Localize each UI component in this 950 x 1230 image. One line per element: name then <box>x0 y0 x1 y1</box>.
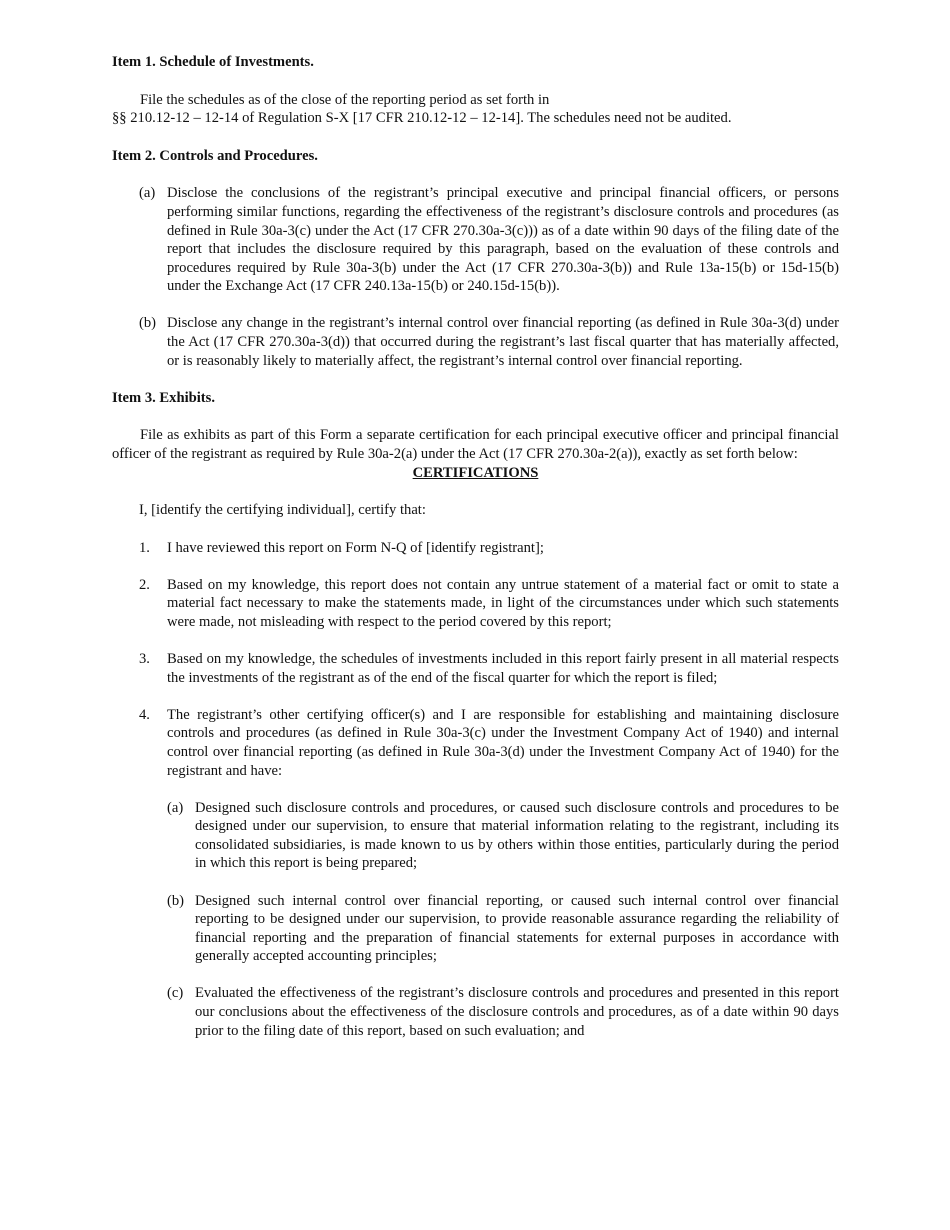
certification-subitem-c-text: Evaluated the effectiveness of the registrant’s disclosure controls and procedures and presented in this report our conclusions about the effectiveness of the disclosure controls and procedures, as of a date within 90 days prior to the filing date of this report, based on such evaluation; and <box>195 985 839 1039</box>
certification-item-1-label: 1. <box>139 539 150 556</box>
document-page <box>112 53 839 1059</box>
item2-paragraph-b <box>139 314 839 370</box>
item1-text <box>112 91 839 128</box>
certification-subitem-b <box>167 892 839 966</box>
certification-item-4 <box>139 706 839 780</box>
item1-heading: Item 1. Schedule of Investments. <box>112 54 314 70</box>
item2-paragraph-a-text: Disclose the conclusions of the registrant’s principal executive and principal financial officers, or persons performing similar functions, regarding the effectiveness of the registrant’s disclosure controls and procedures (as defined in Rule 30a-3(c) under the Act (17 CFR 270.30a-3(c))) as of a date within 90 days of the filing date of the report that includes the disclosure required by this paragraph, based on the evaluation of these controls and procedures required by Rule 30a-3(b) under the Act (17 CFR 270.30a-3(b)) and Rule 13a-15(b) or 15d-15(b) under the Exchange Act (17 CFR 240.13a-15(b) or 240.15d-15(b)). <box>167 185 839 295</box>
certification-subitem-b-text: Designed such internal control over financial reporting, or caused such internal control over financial reporting to be designed under our supervision, to provide reasonable assurance regarding the reliability of financial reporting and the preparation of financial statements for external purposes in accordance with generally accepted accounting principles; <box>195 892 839 965</box>
item1-text-line2: §§ 210.12-12 – 12-14 of Regulation S-X [17 CFR 210.12-12 – 12-14]. The schedules need not be audited. <box>112 110 732 127</box>
certification-item-4-text: The registrant’s other certifying officer(s) and I are responsible for establishing and maintaining disclosure controls and procedures (as defined in Rule 30a-3(c) under the Investment Company Act of 1940) and internal control over financial reporting (as defined in Rule 30a-3(d) under the Investment Company Act of 1940) for the registrant and have: <box>167 706 839 779</box>
item2-paragraph-a <box>139 184 839 296</box>
certification-subitem-c-label: (c) <box>167 985 184 1002</box>
certification-item-3 <box>139 650 839 687</box>
certification-item-1-text: I have reviewed this report on Form N-Q of [identify registrant]; <box>167 539 544 556</box>
certification-item-1 <box>139 539 839 558</box>
certifications-intro: I, [identify the certifying individual], certify that: <box>139 502 426 519</box>
certification-item-3-label: 3. <box>139 651 150 668</box>
certification-subitem-a <box>167 799 839 873</box>
certification-item-2-text: Based on my knowledge, this report does not contain any untrue statement of a material fact or omit to state a material fact necessary to make the statements made, in light of the circumstances under which such statements were made, not misleading with respect to the period covered by this report; <box>167 576 839 630</box>
item1-text-line1: File the schedules as of the close of the reporting period as set forth in <box>140 91 550 108</box>
item2-paragraph-b-label: (b) <box>139 315 157 332</box>
item2-heading: Item 2. Controls and Procedures. <box>112 147 318 164</box>
certification-item-2-label: 2. <box>139 576 150 593</box>
certification-item-4-label: 4. <box>139 706 150 723</box>
certification-subitem-b-label: (b) <box>167 892 185 909</box>
certification-subitem-c <box>167 984 839 1040</box>
item2-paragraph-a-label: (a) <box>139 185 156 202</box>
item2-paragraph-b-text: Disclose any change in the registrant’s internal control over financial reporting (as defined in Rule 30a-3(d) under the Act (17 CFR 270.30a-3(d)) that occurred during the registrant’s last fiscal quarter that has materially affected, or is reasonably likely to materially affect, the registrant’s internal control over financial reporting. <box>167 315 839 369</box>
certification-subitem-a-text: Designed such disclosure controls and procedures, or caused such disclosure controls and procedures to be designed under our supervision, to ensure that material information relating to the registrant, including its consolidated subsidiaries, is made known to us by others within those entities, particularly during the period in which this report is being prepared; <box>195 799 839 872</box>
item3-text: File as exhibits as part of this Form a separate certification for each principal executive officer and principal financial officer of the registrant as required by Rule 30a-2(a) under the Act (17 CFR 270.30a-2(a)), exactly as set forth below: <box>112 427 839 462</box>
certifications-title: CERTIFICATIONS <box>412 464 539 481</box>
item3-heading: Item 3. Exhibits. <box>112 389 215 406</box>
certification-subitem-a-label: (a) <box>167 799 184 816</box>
certification-item-3-text: Based on my knowledge, the schedules of investments included in this report fairly present in all material respects the investments of the registrant as of the end of the fiscal quarter for which the report is filed; <box>167 651 839 686</box>
certification-item-2 <box>139 576 839 632</box>
